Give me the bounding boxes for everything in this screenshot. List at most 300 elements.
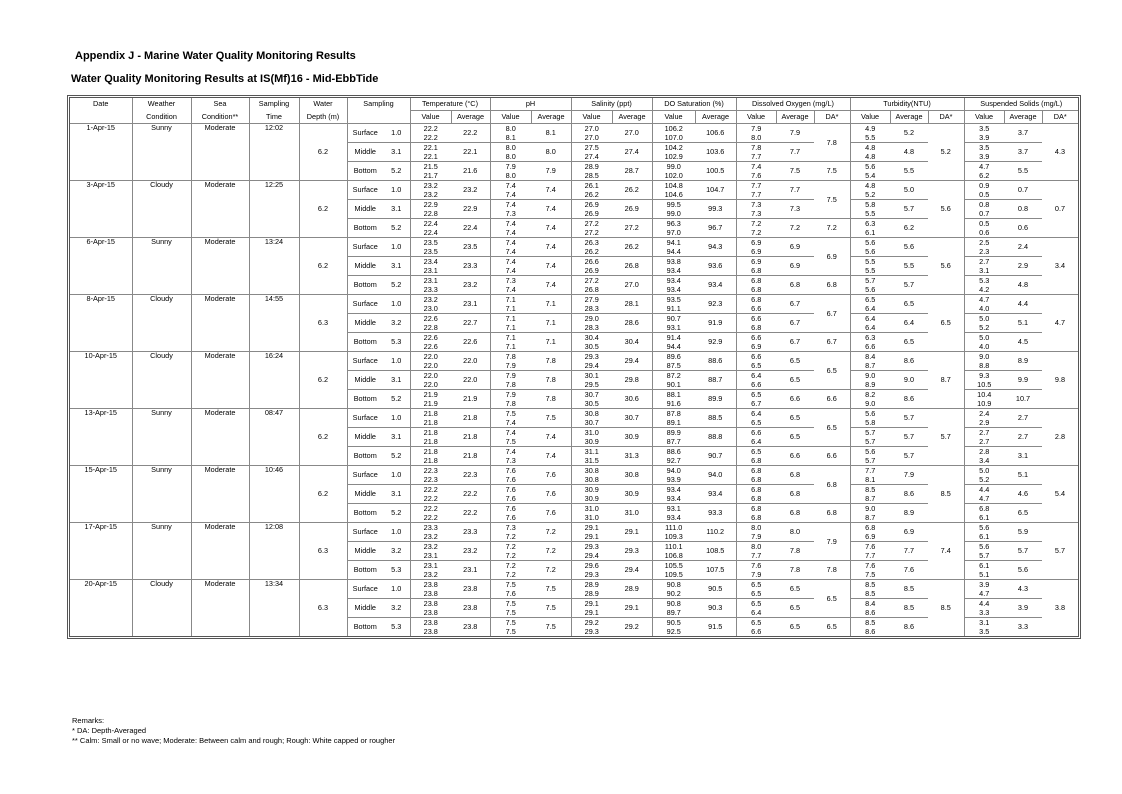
dissolved-oxygen-value: 6.9 [736,257,776,267]
ph-average: 7.1 [531,333,571,352]
turbidity-average: 7.6 [890,561,928,580]
turbidity-da: 5.2 [928,124,964,181]
do-saturation-average: 94.3 [695,238,736,257]
salinity-average: 29.1 [612,523,652,542]
depth-level-cell: Surface [347,238,383,257]
salinity-average: 29.2 [612,618,652,637]
depth-level-cell: Middle [347,314,383,333]
suspended-solids-average: 3.7 [1004,124,1042,143]
salinity-average: 28.7 [612,162,652,181]
dissolved-oxygen-bottom: 6.8 [814,276,850,295]
depth-level-cell: Middle [347,599,383,618]
salinity-average: 28.9 [612,580,652,599]
ph-value: 7.5 [490,437,531,447]
suspended-solids-value: 10.9 [964,399,1004,409]
dissolved-oxygen-value: 6.5 [736,418,776,428]
depth-level-cell: Surface [347,523,383,542]
suspended-solids-value: 3.5 [964,124,1004,134]
turbidity-value: 5.5 [850,257,890,267]
do-saturation-value: 93.9 [652,475,695,485]
salinity-value: 31.0 [571,428,612,438]
suspended-solids-da: 5.4 [1042,466,1078,523]
turbidity-value: 6.1 [850,228,890,238]
header-do-saturation: DO Saturation (%) [652,98,736,111]
header-sub: DA* [1042,111,1078,124]
suspended-solids-value: 2.9 [964,418,1004,428]
ph-value: 7.9 [490,361,531,371]
ph-value: 7.4 [490,285,531,295]
depth-value-cell: 3.1 [383,428,410,447]
depth-level-cell: Surface [347,352,383,371]
salinity-average: 26.2 [612,238,652,257]
turbidity-value: 8.2 [850,390,890,400]
temperature-value: 23.2 [410,181,451,191]
do-saturation-average: 103.6 [695,143,736,162]
do-saturation-average: 96.7 [695,219,736,238]
temperature-value: 23.8 [410,580,451,590]
depth-level-cell: Surface [347,409,383,428]
temperature-average: 22.9 [451,200,490,219]
suspended-solids-value: 6.1 [964,532,1004,542]
dissolved-oxygen-value: 6.9 [736,238,776,248]
salinity-value: 30.9 [571,494,612,504]
depth-level-cell: Bottom [347,333,383,352]
suspended-solids-value: 3.3 [964,608,1004,618]
dissolved-oxygen-value: 7.7 [736,190,776,200]
turbidity-value: 7.6 [850,542,890,552]
dissolved-oxygen-da: 7.9 [814,523,850,561]
header-sub: Value [410,111,451,124]
do-saturation-value: 91.4 [652,333,695,343]
ph-value: 7.4 [490,247,531,257]
ph-value: 7.4 [490,428,531,438]
turbidity-da: 7.4 [928,523,964,580]
temperature-value: 23.8 [410,599,451,609]
suspended-solids-value: 6.2 [964,171,1004,181]
dissolved-oxygen-average: 7.9 [776,124,814,143]
suspended-solids-value: 2.7 [964,437,1004,447]
temperature-value: 23.4 [410,257,451,267]
do-saturation-value: 89.6 [652,352,695,362]
ph-average: 7.6 [531,485,571,504]
turbidity-value: 8.5 [850,580,890,590]
salinity-value: 30.8 [571,475,612,485]
dissolved-oxygen-value: 7.9 [736,532,776,542]
ph-value: 7.6 [490,494,531,504]
ph-value: 7.4 [490,447,531,457]
sampling-time-cell: 10:46 [249,466,299,523]
dissolved-oxygen-value: 6.6 [736,380,776,390]
ph-value: 7.1 [490,333,531,343]
ph-value: 7.2 [490,570,531,580]
header-sampling: Sampling [249,98,299,111]
weather-cell: Sunny [132,124,191,181]
turbidity-value: 8.1 [850,475,890,485]
temperature-value: 23.8 [410,589,451,599]
dissolved-oxygen-value: 6.5 [736,447,776,457]
salinity-value: 27.0 [571,124,612,134]
header-weather: Weather [132,98,191,111]
salinity-value: 31.0 [571,504,612,514]
temperature-value: 22.6 [410,333,451,343]
salinity-average: 30.8 [612,466,652,485]
dissolved-oxygen-average: 6.9 [776,238,814,257]
do-saturation-value: 104.6 [652,190,695,200]
suspended-solids-da: 5.7 [1042,523,1078,580]
turbidity-average: 6.9 [890,523,928,542]
dissolved-oxygen-value: 6.4 [736,608,776,618]
do-saturation-value: 88.1 [652,390,695,400]
ph-average: 7.5 [531,599,571,618]
salinity-value: 27.2 [571,276,612,286]
do-saturation-average: 107.5 [695,561,736,580]
turbidity-average: 5.7 [890,428,928,447]
suspended-solids-value: 8.8 [964,361,1004,371]
suspended-solids-da: 4.7 [1042,295,1078,352]
ph-average: 7.2 [531,561,571,580]
suspended-solids-value: 5.3 [964,276,1004,286]
turbidity-average: 6.4 [890,314,928,333]
dissolved-oxygen-average: 6.8 [776,485,814,504]
turbidity-average: 7.7 [890,542,928,561]
turbidity-average: 5.7 [890,200,928,219]
suspended-solids-value: 5.2 [964,323,1004,333]
ph-value: 7.6 [490,485,531,495]
dissolved-oxygen-average: 6.5 [776,352,814,371]
dissolved-oxygen-value: 6.4 [736,371,776,381]
temperature-value: 23.1 [410,551,451,561]
depth-value-cell: 1.0 [383,352,410,371]
dissolved-oxygen-da: 6.5 [814,352,850,390]
salinity-average: 26.9 [612,200,652,219]
temperature-value: 22.2 [410,124,451,134]
suspended-solids-average: 9.9 [1004,371,1042,390]
suspended-solids-value: 4.2 [964,285,1004,295]
ph-value: 7.2 [490,551,531,561]
salinity-value: 26.9 [571,266,612,276]
turbidity-value: 6.9 [850,532,890,542]
temperature-value: 21.8 [410,409,451,419]
do-saturation-value: 102.0 [652,171,695,181]
do-saturation-average: 106.6 [695,124,736,143]
do-saturation-value: 93.8 [652,257,695,267]
turbidity-value: 5.7 [850,437,890,447]
salinity-value: 26.8 [571,285,612,295]
ph-value: 7.1 [490,295,531,305]
do-saturation-value: 87.8 [652,409,695,419]
ph-average: 7.4 [531,181,571,200]
water-depth-cell: 6.3 [299,295,347,352]
ph-value: 7.4 [490,200,531,210]
salinity-average: 29.8 [612,371,652,390]
turbidity-value: 5.6 [850,247,890,257]
header-sub: Average [451,111,490,124]
do-saturation-value: 90.2 [652,589,695,599]
ph-value: 8.0 [490,143,531,153]
salinity-value: 29.4 [571,361,612,371]
ph-value: 7.3 [490,209,531,219]
header-ph: pH [490,98,571,111]
temperature-average: 23.8 [451,599,490,618]
do-saturation-value: 90.7 [652,314,695,324]
depth-value-cell: 1.0 [383,238,410,257]
dissolved-oxygen-value: 6.8 [736,456,776,466]
turbidity-value: 7.6 [850,561,890,571]
do-saturation-value: 97.0 [652,228,695,238]
do-saturation-average: 88.6 [695,352,736,371]
ph-average: 7.5 [531,409,571,428]
dissolved-oxygen-value: 6.7 [736,399,776,409]
turbidity-value: 8.4 [850,599,890,609]
temperature-average: 23.8 [451,618,490,637]
depth-level-cell: Middle [347,428,383,447]
dissolved-oxygen-average: 6.5 [776,580,814,599]
dissolved-oxygen-average: 7.8 [776,542,814,561]
do-saturation-value: 93.5 [652,295,695,305]
temperature-value: 21.8 [410,418,451,428]
ph-value: 7.6 [490,466,531,476]
ph-value: 7.3 [490,523,531,533]
temperature-average: 22.2 [451,124,490,143]
dissolved-oxygen-value: 7.6 [736,171,776,181]
ph-value: 7.8 [490,352,531,362]
salinity-value: 30.4 [571,333,612,343]
dissolved-oxygen-value: 6.9 [736,247,776,257]
ph-average: 8.1 [531,124,571,143]
ph-value: 7.5 [490,599,531,609]
turbidity-value: 8.5 [850,589,890,599]
salinity-average: 30.9 [612,485,652,504]
suspended-solids-value: 0.5 [964,219,1004,229]
table-row [70,352,1078,362]
turbidity-average: 8.9 [890,504,928,523]
date-cell: 8-Apr-15 [70,295,132,352]
salinity-value: 26.2 [571,190,612,200]
suspended-solids-average: 4.6 [1004,485,1042,504]
do-saturation-average: 88.7 [695,371,736,390]
do-saturation-value: 92.7 [652,456,695,466]
depth-level-cell: Middle [347,542,383,561]
turbidity-average: 8.5 [890,599,928,618]
temperature-value: 23.8 [410,627,451,636]
turbidity-average: 6.2 [890,219,928,238]
do-saturation-value: 93.4 [652,266,695,276]
temperature-value: 21.8 [410,437,451,447]
dissolved-oxygen-average: 6.5 [776,409,814,428]
weather-cell: Sunny [132,238,191,295]
turbidity-value: 5.7 [850,276,890,286]
suspended-solids-da: 9.8 [1042,352,1078,409]
do-saturation-average: 91.9 [695,314,736,333]
dissolved-oxygen-value: 8.0 [736,542,776,552]
weather-cell: Sunny [132,523,191,580]
suspended-solids-average: 5.6 [1004,561,1042,580]
sea-condition-cell: Moderate [191,466,249,523]
temperature-value: 21.9 [410,399,451,409]
ph-value: 7.1 [490,342,531,352]
dissolved-oxygen-value: 6.5 [736,618,776,628]
depth-value-cell: 1.0 [383,580,410,599]
salinity-average: 27.2 [612,219,652,238]
depth-value-cell: 3.1 [383,200,410,219]
ph-average: 7.4 [531,447,571,466]
turbidity-value: 5.6 [850,162,890,172]
depth-value-cell: 5.2 [383,162,410,181]
temperature-value: 22.6 [410,314,451,324]
turbidity-value: 8.9 [850,380,890,390]
suspended-solids-value: 5.0 [964,314,1004,324]
salinity-value: 30.7 [571,390,612,400]
depth-value-cell: 1.0 [383,124,410,143]
suspended-solids-value: 4.7 [964,295,1004,305]
dissolved-oxygen-value: 6.5 [736,390,776,400]
ph-average: 7.4 [531,257,571,276]
suspended-solids-value: 3.9 [964,152,1004,162]
salinity-value: 28.5 [571,171,612,181]
turbidity-average: 8.6 [890,390,928,409]
suspended-solids-value: 0.6 [964,228,1004,238]
header-sub: Value [964,111,1004,124]
salinity-value: 29.1 [571,599,612,609]
depth-level-cell: Bottom [347,276,383,295]
dissolved-oxygen-value: 6.5 [736,580,776,590]
turbidity-da: 5.7 [928,409,964,466]
table-row [70,124,1078,134]
suspended-solids-value: 4.7 [964,162,1004,172]
sea-condition-cell: Moderate [191,523,249,580]
dissolved-oxygen-value: 6.8 [736,494,776,504]
turbidity-average: 5.0 [890,181,928,200]
turbidity-value: 8.5 [850,618,890,628]
salinity-value: 27.2 [571,219,612,229]
salinity-average: 27.0 [612,124,652,143]
turbidity-da: 8.5 [928,580,964,637]
salinity-value: 29.3 [571,570,612,580]
do-saturation-value: 102.9 [652,152,695,162]
do-saturation-average: 90.3 [695,599,736,618]
temperature-value: 23.0 [410,304,451,314]
weather-cell: Cloudy [132,295,191,352]
suspended-solids-average: 5.7 [1004,542,1042,561]
do-saturation-value: 91.6 [652,399,695,409]
suspended-solids-value: 6.1 [964,513,1004,523]
salinity-value: 31.0 [571,513,612,523]
sampling-time-cell: 13:34 [249,580,299,637]
date-cell: 6-Apr-15 [70,238,132,295]
dissolved-oxygen-value: 7.2 [736,219,776,229]
dissolved-oxygen-value: 6.8 [736,513,776,523]
temperature-value: 23.5 [410,247,451,257]
salinity-value: 26.3 [571,238,612,248]
dissolved-oxygen-value: 6.6 [736,304,776,314]
salinity-average: 31.3 [612,447,652,466]
dissolved-oxygen-value: 7.7 [736,152,776,162]
salinity-value: 29.4 [571,551,612,561]
do-saturation-value: 87.7 [652,437,695,447]
depth-level-cell: Bottom [347,390,383,409]
temperature-value: 21.9 [410,390,451,400]
ph-value: 7.3 [490,276,531,286]
dissolved-oxygen-bottom: 6.6 [814,390,850,409]
header-sub: Value [850,111,890,124]
do-saturation-value: 92.5 [652,627,695,636]
depth-level-cell: Bottom [347,162,383,181]
turbidity-value: 7.7 [850,466,890,476]
weather-cell: Cloudy [132,580,191,637]
temperature-average: 21.8 [451,447,490,466]
dissolved-oxygen-da: 6.7 [814,295,850,333]
depth-value-cell: 5.2 [383,504,410,523]
temperature-value: 23.2 [410,542,451,552]
do-saturation-average: 88.8 [695,428,736,447]
dissolved-oxygen-value: 7.4 [736,162,776,172]
turbidity-value: 9.0 [850,371,890,381]
salinity-value: 29.0 [571,314,612,324]
turbidity-value: 5.8 [850,418,890,428]
dissolved-oxygen-average: 6.5 [776,428,814,447]
do-saturation-value: 94.4 [652,342,695,352]
turbidity-value: 4.9 [850,124,890,134]
header-sub: Average [612,111,652,124]
ph-average: 7.9 [531,162,571,181]
dissolved-oxygen-da: 7.8 [814,124,850,162]
ph-value: 7.4 [490,266,531,276]
turbidity-value: 5.6 [850,238,890,248]
salinity-average: 27.0 [612,276,652,295]
turbidity-value: 5.8 [850,200,890,210]
suspended-solids-value: 4.4 [964,485,1004,495]
salinity-average: 29.4 [612,561,652,580]
temperature-average: 22.4 [451,219,490,238]
suspended-solids-value: 6.1 [964,561,1004,571]
do-saturation-average: 88.5 [695,409,736,428]
dissolved-oxygen-average: 6.6 [776,390,814,409]
turbidity-value: 7.5 [850,570,890,580]
turbidity-da: 6.5 [928,295,964,352]
ph-average: 7.5 [531,580,571,599]
depth-value-cell: 3.2 [383,599,410,618]
temperature-average: 23.8 [451,580,490,599]
temperature-value: 21.7 [410,171,451,181]
table-body [70,124,1078,637]
dissolved-oxygen-value: 8.0 [736,133,776,143]
water-depth-cell: 6.2 [299,409,347,466]
turbidity-average: 5.5 [890,162,928,181]
suspended-solids-average: 5.5 [1004,162,1042,181]
dissolved-oxygen-average: 6.7 [776,333,814,352]
temperature-value: 22.1 [410,152,451,162]
suspended-solids-value: 2.7 [964,257,1004,267]
suspended-solids-average: 4.3 [1004,580,1042,599]
ph-value: 7.5 [490,580,531,590]
suspended-solids-da: 4.3 [1042,124,1078,181]
sea-condition-cell: Moderate [191,238,249,295]
sea-condition-cell: Moderate [191,409,249,466]
salinity-value: 28.9 [571,162,612,172]
ph-value: 7.4 [490,257,531,267]
dissolved-oxygen-average: 7.7 [776,181,814,200]
dissolved-oxygen-value: 6.6 [736,352,776,362]
do-saturation-value: 106.8 [652,551,695,561]
water-depth-cell: 6.2 [299,466,347,523]
suspended-solids-da: 3.8 [1042,580,1078,637]
turbidity-value: 5.2 [850,190,890,200]
ph-value: 8.0 [490,171,531,181]
suspended-solids-value: 6.8 [964,504,1004,514]
suspended-solids-value: 5.7 [964,551,1004,561]
dissolved-oxygen-bottom: 7.2 [814,219,850,238]
depth-level-cell: Middle [347,485,383,504]
